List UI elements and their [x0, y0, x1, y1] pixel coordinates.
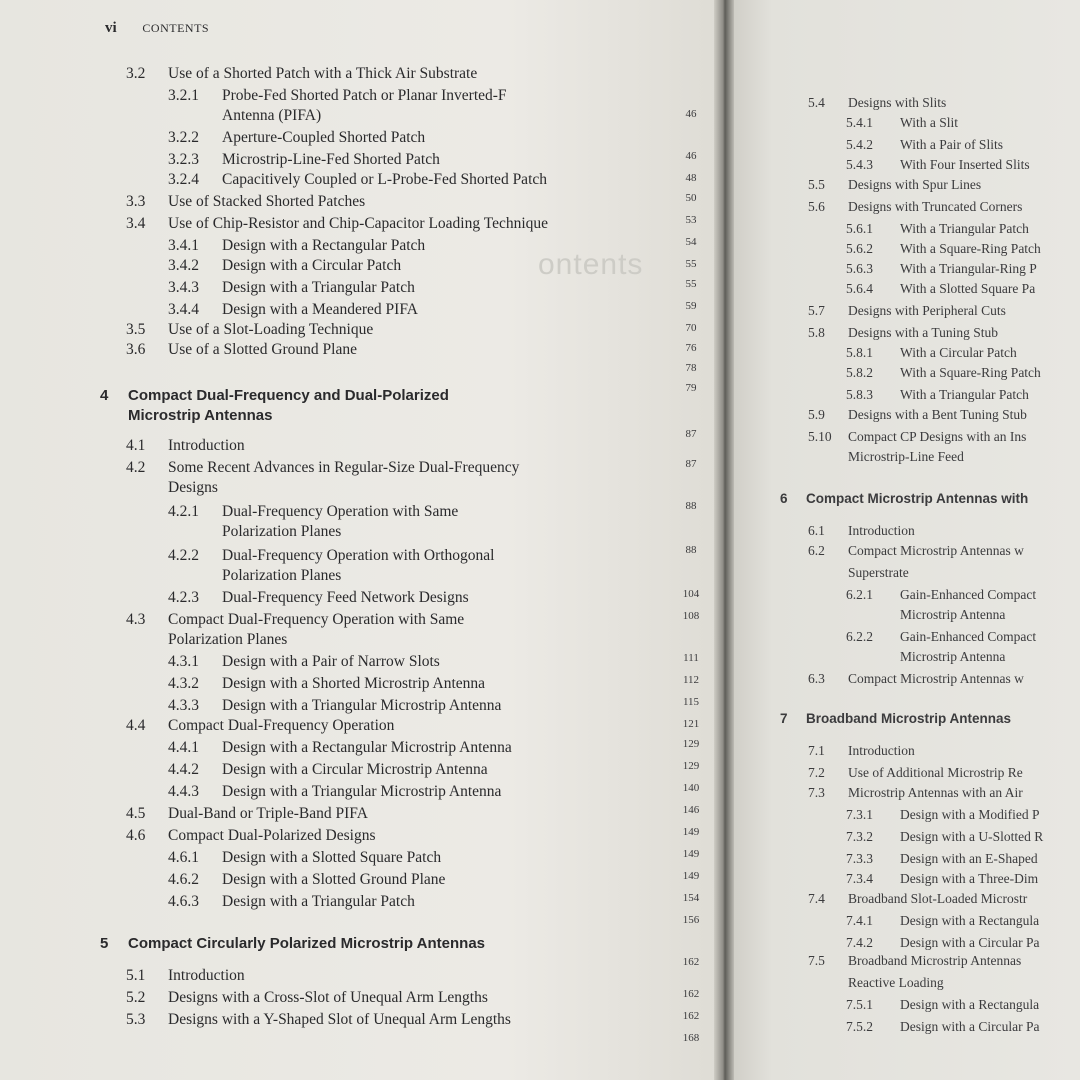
toc-entry [846, 220, 1029, 238]
toc-entry-number: 4.2.3 [168, 589, 199, 606]
toc-entry-number: 3.2.3 [168, 151, 199, 168]
toc-entry-title: Designs [168, 479, 218, 496]
toc-entry-number: 5.6.4 [846, 281, 873, 296]
toc-entry-number: 7.5.2 [846, 1019, 873, 1034]
toc-page-number: 111 [683, 652, 699, 664]
toc-page-number: 88 [685, 500, 697, 512]
toc-page-number: 129 [682, 738, 700, 750]
toc-entry-title: Designs with Spur Lines [848, 177, 982, 192]
toc-entry-title: With Four Inserted Slits [900, 157, 1030, 172]
toc-entry-title: Design with a Rectangula [900, 913, 1040, 928]
toc-entry-title: Design with a Triangular Patch [222, 279, 415, 296]
toc-entry-number: 3.4.3 [168, 279, 199, 296]
toc-entry-title: Designs with Peripheral Cuts [848, 303, 1006, 318]
toc-entry-number: 4.4.2 [168, 761, 199, 778]
toc-entry-number: 6.2.2 [846, 629, 873, 644]
toc-entry [846, 260, 1037, 278]
toc-entry-title: Designs with a Tuning Stub [848, 325, 999, 340]
toc-entry-number: 3.2.1 [168, 87, 199, 104]
toc-entry [808, 302, 1006, 320]
toc-entry-title: Designs with a Bent Tuning Stub [848, 407, 1027, 422]
toc-entry-number: 5.3 [126, 1011, 146, 1028]
toc-entry-title: Design with a Slotted Square Patch [222, 849, 442, 866]
toc-entry-title: Design with a Rectangula [900, 997, 1040, 1012]
toc-entry [808, 324, 998, 342]
toc-entry-title: Design with a Circular Patch [222, 257, 402, 274]
toc-entry-title: Design with a Circular Microstrip Antenna [222, 761, 488, 778]
toc-entry-title: With a Triangular Patch [900, 221, 1029, 236]
toc-entry-title: Use of a Slotted Ground Plane [168, 341, 357, 358]
toc-page-number: 87 [685, 458, 697, 470]
toc-entry-number: 5.8.2 [846, 365, 873, 380]
running-head-title: CONTENTS [142, 21, 210, 35]
toc-entry-number: 4.1 [126, 437, 146, 454]
toc-entry-title: Design with a Circular Pa [900, 1019, 1040, 1034]
toc-entry [846, 586, 1036, 604]
toc-entry-number: 5.4 [808, 95, 825, 110]
toc-entry [900, 648, 1005, 666]
toc-page-number: 154 [682, 892, 700, 904]
toc-entry-number: 3.2 [126, 65, 146, 82]
toc-entry-title: With a Triangular-Ring P [900, 261, 1037, 276]
toc-entry-title: Introduction [168, 967, 245, 984]
toc-entry-title: Polarization Planes [222, 523, 342, 540]
toc-entry-number: 7.4 [808, 891, 825, 906]
toc-entry-number: 5.6 [808, 199, 825, 214]
toc-entry-title: Introduction [848, 743, 915, 758]
toc-entry-title: Introduction [848, 523, 915, 538]
toc-entry [846, 996, 1039, 1014]
toc-page-number: 59 [685, 300, 697, 312]
toc-entry-number: 7.3.2 [846, 829, 873, 844]
toc-entry [808, 428, 1026, 446]
toc-page-number: 50 [685, 192, 697, 204]
toc-entry-number: 4.5 [126, 805, 146, 822]
toc-entry-title: Compact Circularly Polarized Microstrip Antennas [128, 935, 486, 952]
toc-entry-number: 5.4.3 [846, 157, 873, 172]
toc-entry-title: Design with a Triangular Microstrip Antenna [222, 697, 502, 714]
toc-entry-number: 6.3 [808, 671, 825, 686]
toc-entry-title: Design with a Modified P [900, 807, 1040, 822]
toc-entry-number: 5.4.1 [846, 115, 873, 130]
toc-page-number: 168 [682, 1032, 700, 1044]
toc-entry-title: Design with an E-Shaped [900, 851, 1038, 866]
toc-entry [846, 806, 1040, 824]
toc-entry [846, 280, 1035, 298]
toc-page-number: 149 [682, 870, 700, 882]
toc-entry-number: 6 [780, 491, 788, 506]
toc-page-number: 53 [685, 214, 697, 226]
toc-entry-title: Use of Stacked Shorted Patches [168, 193, 366, 210]
toc-entry-title: Use of Chip-Resistor and Chip-Capacitor Loading Technique [168, 215, 549, 232]
toc-entry-number: 4.6.3 [168, 893, 199, 910]
toc-entry-title: Compact Dual-Frequency Operation with Same [168, 611, 465, 628]
toc-entry-number: 5.10 [808, 429, 832, 444]
toc-entry-number: 3.4 [126, 215, 146, 232]
toc-entry-number: 5 [100, 935, 109, 952]
toc-entry-number: 4.6.2 [168, 871, 199, 888]
toc-entry-title: Design with a U-Slotted R [900, 829, 1044, 844]
toc-entry-title: Superstrate [848, 565, 909, 580]
toc-entry-title: Use of Additional Microstrip Re [848, 765, 1023, 780]
toc-entry-title: Broadband Microstrip Antennas [806, 711, 1012, 726]
toc-page-number: 79 [685, 382, 697, 394]
toc-entry-title: Compact CP Designs with an Ins [848, 429, 1027, 444]
toc-page-number: 162 [682, 956, 700, 968]
toc-entry-number: 7.3.1 [846, 807, 873, 822]
toc-page-number: 88 [685, 544, 697, 556]
toc-page-number: 121 [682, 718, 700, 730]
toc-entry-title: Compact Microstrip Antennas with [806, 491, 1029, 506]
toc-entry-title: Microstrip Antenna [900, 607, 1006, 622]
toc-entry-title: Designs with Truncated Corners [848, 199, 1023, 214]
toc-entry-number: 4.3.3 [168, 697, 199, 714]
toc-entry-title: Dual-Frequency Operation with Same [222, 503, 459, 520]
toc-entry-title: Dual-Frequency Feed Network Designs [222, 589, 469, 606]
toc-entry-title: Broadband Microstrip Antennas [848, 953, 1022, 968]
toc-page-number: 46 [685, 108, 697, 120]
toc-entry-number: 5.6.1 [846, 221, 873, 236]
toc-entry-title: Design with a Triangular Microstrip Antenna [222, 783, 502, 800]
toc-entry-title: Use of a Shorted Patch with a Thick Air Substrate [168, 65, 478, 82]
toc-entry [846, 114, 958, 132]
toc-entry-number: 5.8 [808, 325, 825, 340]
toc-entry [808, 890, 1027, 908]
toc-page-number: 54 [685, 236, 697, 248]
toc-entry [780, 710, 1011, 728]
toc-entry-number: 5.7 [808, 303, 825, 318]
toc-entry-number: 6.2 [808, 543, 825, 558]
toc-entry-title: Polarization Planes [222, 567, 342, 584]
toc-entry-title: With a Slotted Square Pa [900, 281, 1036, 296]
toc-page-number: 129 [682, 760, 700, 772]
toc-entry-title: Designs with Slits [848, 95, 947, 110]
toc-page-number: 46 [685, 150, 697, 162]
toc-entry [846, 934, 1039, 952]
toc-entry-number: 5.6.2 [846, 241, 873, 256]
toc-entry [846, 1018, 1039, 1036]
toc-entry-title: Design with a Circular Pa [900, 935, 1040, 950]
toc-entry-title: Use of a Slot-Loading Technique [168, 321, 374, 338]
toc-entry-title: Designs with a Y-Shaped Slot of Unequal Arm Lengths [168, 1011, 511, 1028]
toc-entry-number: 5.4.2 [846, 137, 873, 152]
toc-entry-title: Design with a Pair of Narrow Slots [222, 653, 440, 670]
toc-page-number: 87 [685, 428, 697, 440]
toc-entry [846, 828, 1043, 846]
toc-entry-number: 7.3.4 [846, 871, 873, 886]
toc-entry [808, 406, 1027, 424]
toc-entry [846, 156, 1030, 174]
toc-entry-number: 4.4.1 [168, 739, 199, 756]
toc-entry [900, 606, 1005, 624]
toc-entry-title: With a Square-Ring Patch [900, 241, 1041, 256]
show-through-text: ontents [538, 248, 644, 281]
toc-entry-title: Microstrip-Line Feed [848, 449, 964, 464]
toc-entry-number: 4.6 [126, 827, 146, 844]
toc-entry-number: 4.3 [126, 611, 146, 628]
toc-entry-title: Reactive Loading [848, 975, 944, 990]
toc-page-number: 55 [685, 258, 697, 270]
toc-entry [808, 522, 915, 540]
toc-entry-number: 4.2.1 [168, 503, 199, 520]
toc-entry-number: 4.2.2 [168, 547, 199, 564]
toc-entry-number: 3.2.2 [168, 129, 199, 146]
toc-entry-number: 3.4.2 [168, 257, 199, 274]
toc-entry-number: 7.1 [808, 743, 825, 758]
toc-entry-title: Microstrip Antennas [128, 407, 273, 424]
toc-entry-title: Compact Microstrip Antennas w [848, 543, 1024, 558]
toc-entry-number: 7.2 [808, 765, 825, 780]
toc-entry [808, 94, 946, 112]
toc-page-number: 112 [682, 674, 700, 686]
toc-entry-title: Introduction [168, 437, 245, 454]
toc-entry-title: Antenna (PIFA) [222, 107, 322, 124]
toc-page-number: 108 [682, 610, 700, 622]
toc-entry-number: 4.4.3 [168, 783, 199, 800]
toc-entry-title: Capacitively Coupled or L-Probe-Fed Shorted Patch [222, 171, 548, 188]
toc-entry-title: Gain-Enhanced Compact [900, 587, 1037, 602]
toc-page-number: 104 [682, 588, 700, 600]
toc-entry-title: Designs with a Cross-Slot of Unequal Arm Lengths [168, 989, 488, 1006]
toc-entry-title: Dual-Band or Triple-Band PIFA [168, 805, 368, 822]
toc-entry-title: Compact Dual-Frequency Operation [168, 717, 395, 734]
toc-entry-title: Probe-Fed Shorted Patch or Planar Inverted-F [222, 87, 507, 104]
toc-entry-title: Dual-Frequency Operation with Orthogonal [222, 547, 495, 564]
toc-entry-number: 3.6 [126, 341, 146, 358]
toc-entry-number: 4.3.2 [168, 675, 199, 692]
toc-entry-number: 5.9 [808, 407, 825, 422]
toc-page-number: 149 [682, 848, 700, 860]
toc-entry-number: 7.3.3 [846, 851, 873, 866]
toc-page-number: 115 [682, 696, 700, 708]
toc-page-number: 70 [685, 322, 697, 334]
toc-entry-title: Microstrip-Line-Fed Shorted Patch [222, 151, 440, 168]
toc-entry-number: 6.2.1 [846, 587, 873, 602]
toc-entry [808, 742, 915, 760]
toc-page-number: 162 [682, 1010, 700, 1022]
toc-page-number: 76 [685, 342, 697, 354]
toc-entry-title: Compact Dual-Polarized Designs [168, 827, 376, 844]
toc-entry-number: 7 [780, 711, 788, 726]
toc-entry [808, 198, 1022, 216]
toc-page-number: 149 [682, 826, 700, 838]
toc-entry-number: 4.4 [126, 717, 146, 734]
toc-entry-title: Design with a Triangular Patch [222, 893, 415, 910]
toc-entry [848, 448, 964, 466]
toc-entry-number: 7.5.1 [846, 997, 873, 1012]
toc-entry-title: Design with a Shorted Microstrip Antenna [222, 675, 486, 692]
toc-entry-number: 5.5 [808, 177, 825, 192]
toc-entry-title: Microstrip Antenna [900, 649, 1006, 664]
toc-entry-number: 5.8.1 [846, 345, 873, 360]
toc-entry [808, 670, 1024, 688]
toc-entry-title: Design with a Slotted Ground Plane [222, 871, 446, 888]
toc-entry-title: Gain-Enhanced Compact [900, 629, 1037, 644]
toc-entry-number: 5.6.3 [846, 261, 873, 276]
toc-page-number: 78 [685, 362, 697, 374]
toc-entry-number: 7.5 [808, 953, 825, 968]
toc-entry-title: With a Slit [900, 115, 958, 130]
toc-entry [808, 764, 1023, 782]
toc-entry-title: Design with a Three-Dim [900, 871, 1039, 886]
toc-entry [780, 490, 1028, 508]
toc-entry-title: Design with a Rectangular Patch [222, 237, 426, 254]
toc-entry [846, 870, 1038, 888]
toc-entry-title: Polarization Planes [168, 631, 288, 648]
toc-entry-title: With a Pair of Slits [900, 137, 1003, 152]
toc-page-number: 162 [682, 988, 700, 1000]
toc-entry [846, 364, 1041, 382]
toc-entry [808, 784, 1023, 802]
toc-entry-title: With a Square-Ring Patch [900, 365, 1041, 380]
toc-entry-number: 4.3.1 [168, 653, 199, 670]
toc-entry [848, 564, 909, 582]
toc-entry-title: With a Circular Patch [900, 345, 1017, 360]
toc-entry-number: 3.5 [126, 321, 146, 338]
toc-page-number: 48 [685, 172, 697, 184]
toc-entry [808, 542, 1024, 560]
toc-entry-number: 5.8.3 [846, 387, 873, 402]
toc-entry-number: 3.4.4 [168, 301, 199, 318]
toc-entry [846, 628, 1036, 646]
toc-entry-title: Compact Dual-Frequency and Dual-Polarized [128, 387, 449, 404]
toc-entry [848, 974, 944, 992]
toc-entry-number: 3.2.4 [168, 171, 199, 188]
toc-entry-title: Aperture-Coupled Shorted Patch [222, 129, 426, 146]
toc-entry-number: 6.1 [808, 523, 825, 538]
toc-entry-number: 4.6.1 [168, 849, 199, 866]
toc-entry [846, 136, 1003, 154]
toc-entry-title: Design with a Meandered PIFA [222, 301, 419, 318]
toc-entry-number: 7.3 [808, 785, 825, 800]
toc-entry [846, 850, 1038, 868]
toc-entry-number: 7.4.1 [846, 913, 873, 928]
toc-entry-title: Compact Microstrip Antennas w [848, 671, 1024, 686]
toc-entry [846, 344, 1017, 362]
toc-entry-number: 4 [100, 387, 109, 404]
toc-entry [846, 912, 1039, 930]
toc-entry-title: Some Recent Advances in Regular-Size Dual-Frequency [168, 459, 520, 476]
toc-entry-number: 3.3 [126, 193, 146, 210]
page-folio: vi [105, 20, 117, 36]
toc-entry-title: Broadband Slot-Loaded Microstr [848, 891, 1028, 906]
toc-entry-number: 7.4.2 [846, 935, 873, 950]
toc-page-number: 156 [682, 914, 700, 926]
toc-entry-title: Microstrip Antennas with an Air [848, 785, 1023, 800]
toc-entry-number: 4.2 [126, 459, 146, 476]
toc-entry [808, 952, 1021, 970]
toc-entry-number: 3.4.1 [168, 237, 199, 254]
toc-page-number: 140 [682, 782, 700, 794]
toc-entry-title: Design with a Rectangular Microstrip Antenna [222, 739, 512, 756]
toc-entry [846, 386, 1029, 404]
toc-entry-title: With a Triangular Patch [900, 387, 1029, 402]
toc-page-number: 55 [685, 278, 697, 290]
toc-entry [808, 176, 981, 194]
toc-page-number: 146 [682, 804, 700, 816]
toc-entry [846, 240, 1041, 258]
toc-entry-number: 5.1 [126, 967, 146, 984]
toc-entry-number: 5.2 [126, 989, 146, 1006]
